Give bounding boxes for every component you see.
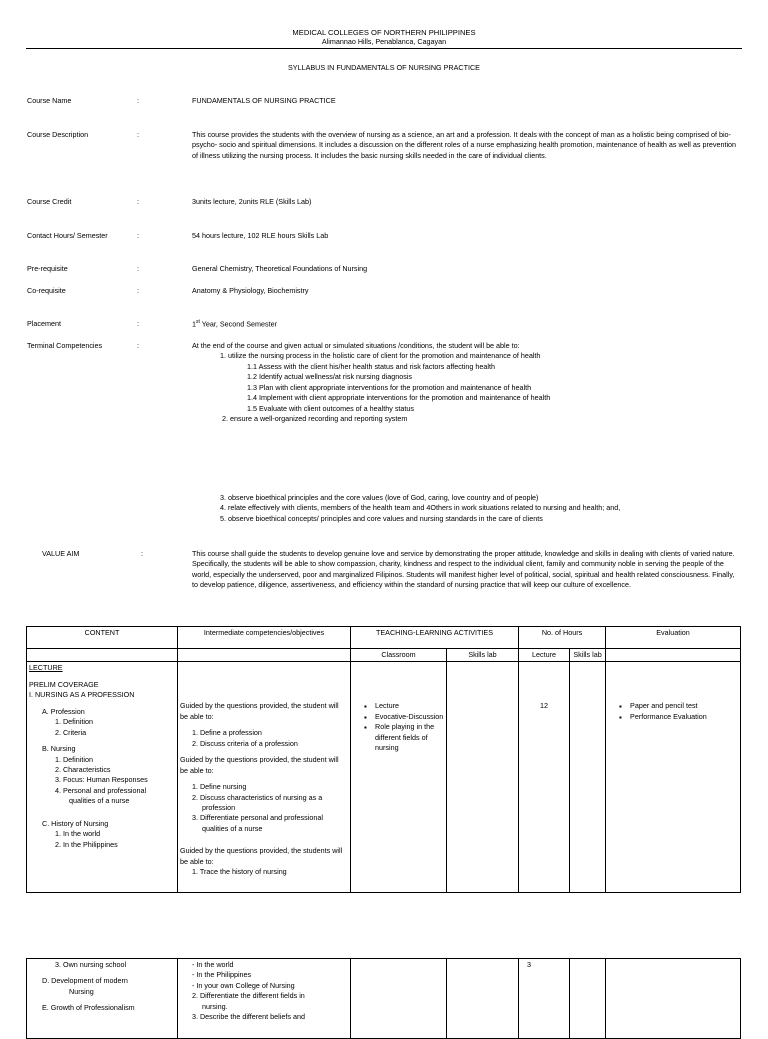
colon: : bbox=[137, 197, 139, 206]
course-description-label: Course Description bbox=[27, 130, 89, 139]
objective: 1. Trace the history of nursing bbox=[192, 867, 287, 877]
list-item: 1. Definition bbox=[55, 717, 93, 727]
list-item: 4. Personal and professional bbox=[55, 785, 147, 795]
colon: : bbox=[137, 130, 139, 139]
table-row bbox=[27, 662, 741, 893]
contact-hours-value: 54 hours lecture, 102 RLE hours Skills Lab bbox=[192, 231, 329, 240]
objective-cont: nursing. bbox=[202, 1001, 228, 1011]
list-item: ▪ Paper and pencil test bbox=[630, 701, 738, 711]
terminal-sub-4: 1.4 Implement with client appropriate interventions for the promotion and maintenance of health bbox=[247, 393, 551, 403]
course-credit-value: 3units lecture, 2units RLE (Skills Lab) bbox=[192, 197, 312, 206]
objective: 2. Discuss characteristics of nursing as a bbox=[192, 792, 323, 802]
terminal-sub-3: 1.3 Plan with client appropriate interventions for the promotion and maintenance of health bbox=[247, 382, 532, 392]
objective-cont: qualities of a nurse bbox=[202, 823, 263, 833]
terminal-items-continued bbox=[220, 493, 740, 524]
list-item: 1. In the world bbox=[55, 829, 101, 839]
placement-year: 1 bbox=[192, 319, 196, 329]
guided-text: Guided by the questions provided, the student will be able to: bbox=[180, 755, 339, 775]
objective: - In the Philippines bbox=[192, 970, 252, 980]
header-rule bbox=[26, 48, 742, 49]
lecture-hours: 12 bbox=[540, 701, 549, 711]
lecture-hours-cell bbox=[519, 662, 570, 893]
terminal-item-4: 4. relate effectively with clients, members of the health team and 4Others in work situations related to nursing and health; and, bbox=[220, 503, 621, 513]
content-cell bbox=[27, 662, 178, 893]
table-subheader-row bbox=[27, 649, 741, 662]
subheader-skills-lab-hours: Skills lab bbox=[570, 649, 606, 662]
terminal-sub-2: 1.2 Identify actual wellness/at risk nursing diagnosis bbox=[247, 372, 413, 382]
table-header-row bbox=[27, 627, 741, 649]
list-item: 1. Definition bbox=[55, 754, 93, 764]
header-evaluation: Evaluation bbox=[606, 627, 741, 649]
objective: 3. Differentiate personal and professional bbox=[192, 813, 323, 823]
colon: : bbox=[137, 286, 139, 295]
objective: 1. Define a profession bbox=[192, 728, 262, 738]
terminal-item-3: 3. observe bioethical principles and the core values (love of God, caring, love country and of people) bbox=[220, 493, 539, 502]
objective-cont: profession bbox=[202, 802, 236, 812]
subheader-classroom: Classroom bbox=[351, 649, 447, 662]
prelim-coverage: PRELIM COVERAGE bbox=[29, 679, 99, 689]
course-credit-label: Course Credit bbox=[27, 197, 72, 206]
syllabus-table-continued bbox=[26, 958, 741, 1039]
institution-address: Alimannao Hills, Penablanca, Cagayan bbox=[321, 37, 447, 46]
prerequisite-value: General Chemistry, Theoretical Foundations of Nursing bbox=[192, 264, 368, 273]
value-aim-label: VALUE AIM bbox=[42, 549, 80, 558]
topic-nursing-profession: I. NURSING AS A PROFESSION bbox=[29, 690, 135, 700]
lecture-hours-cell bbox=[519, 959, 570, 1039]
subheader-empty bbox=[178, 649, 351, 662]
terminal-item-1: 1. utilize the nursing process in the holistic care of client for the promotion and maintenance of health bbox=[220, 351, 541, 361]
syllabus-title: SYLLABUS IN FUNDAMENTALS OF NURSING PRACTICE bbox=[288, 63, 480, 72]
colon: : bbox=[137, 341, 139, 350]
classroom-activities bbox=[353, 701, 444, 753]
placement-label: Placement bbox=[27, 319, 61, 328]
subheader-lecture: Lecture bbox=[519, 649, 570, 662]
objective: - In the world bbox=[192, 960, 234, 969]
colon: : bbox=[137, 231, 139, 240]
list-item: 2. In the Philippines bbox=[55, 839, 118, 849]
list-item: ▪ Lecture bbox=[375, 701, 444, 711]
topic-a-profession: A. Profession bbox=[42, 706, 85, 716]
lecture-label: LECTURE bbox=[29, 663, 63, 673]
topic-c-history: C. History of Nursing bbox=[42, 818, 109, 828]
subheader-empty bbox=[27, 649, 178, 662]
skills-lab-cell bbox=[447, 662, 519, 893]
colon: : bbox=[137, 264, 139, 273]
subheader-skills-lab: Skills lab bbox=[447, 649, 519, 662]
competencies-cell bbox=[178, 959, 351, 1039]
guided-text: Guided by the questions provided, the students will be able to: bbox=[180, 846, 343, 866]
terminal-intro: At the end of the course and given actual or simulated situations /conditions, the student will be able to: bbox=[192, 341, 520, 350]
terminal-sub-5: 1.5 Evaluate with client outcomes of a healthy status bbox=[247, 403, 415, 413]
guided-text: Guided by the questions provided, the student will be able to: bbox=[180, 701, 339, 721]
list-item: 2. Characteristics bbox=[55, 764, 111, 774]
classroom-cell bbox=[351, 959, 447, 1039]
terminal-competencies bbox=[192, 341, 742, 425]
corequisite-label: Co-requisite bbox=[27, 286, 66, 295]
header-content: CONTENT bbox=[27, 627, 178, 649]
evaluation-cell bbox=[606, 662, 741, 893]
list-item: 2. Criteria bbox=[55, 727, 87, 737]
placement-rest: Year, Second Semester bbox=[199, 319, 278, 329]
terminal-item-2: 2. ensure a well-organized recording and reporting system bbox=[222, 414, 408, 424]
table-row bbox=[27, 959, 741, 1039]
course-description-value: This course provides the students with the overview of nursing as a science, an art and a profession. It deals with the concept of man as a holistic being comprised of bio- psycho- socio and spiritual dimensions. It includes a discussion on the different roles of a nurse emphasizing health promotion, maintenance of health as well as prevention of illness utilizing the nursing process. It includes the basic nursing skills needed in the care of individual clients. bbox=[192, 130, 737, 160]
topic-e-professionalism: E. Growth of Professionalism bbox=[42, 1003, 135, 1013]
list-item: ▪ Performance Evaluation bbox=[630, 712, 738, 722]
institution-name: MEDICAL COLLEGES OF NORTHERN PHILIPPINES bbox=[292, 28, 476, 37]
classroom-cell bbox=[351, 662, 447, 893]
colon: : bbox=[137, 96, 139, 105]
skills-lab-cell bbox=[447, 959, 519, 1039]
subheader-empty bbox=[606, 649, 741, 662]
prerequisite-label: Pre-requisite bbox=[27, 264, 68, 273]
evaluation-cell bbox=[606, 959, 741, 1039]
course-name-value: FUNDAMENTALS OF NURSING PRACTICE bbox=[192, 96, 336, 105]
terminal-item-5: 5. observe bioethical concepts/ principles and core values and nursing standards in the care of clients bbox=[220, 513, 543, 523]
list-item: ▪ Role playing in the different fields of nursing bbox=[375, 722, 444, 753]
list-item: 3. Focus: Human Responses bbox=[55, 775, 148, 785]
terminal-sub-1: 1.1 Assess with the client his/her health status and risk factors affecting health bbox=[247, 361, 495, 371]
header-activities: TEACHING-LEARNING ACTIVITIES bbox=[351, 627, 519, 649]
course-name-label: Course Name bbox=[27, 96, 72, 105]
list-item: 3. Own nursing school bbox=[55, 960, 127, 969]
value-aim-value: This course shall guide the students to develop genuine love and service by demonstrating the proper attitude, knowledge and skills in dealing with clients of varied nature. Specifically, the students will be able to show compassion, charity, kindness and respect to the individual client, family and community noble in serving the people of the world, especially the underserved, poor and marginalized Filipinos. Students will manifest higher level of political, social, spiritual and health related consciousness. Finally, to develop patience, diligence, assertiveness, and efficiency within the standard of nursing practice that will keep our culture of excellence. bbox=[192, 549, 735, 590]
objective: 3. Describe the different beliefs and bbox=[192, 1012, 305, 1022]
topic-d-development: D. Development of modern bbox=[42, 976, 128, 986]
list-item: ▪ Evocative-Discussion bbox=[375, 712, 444, 722]
objective: 1. Define nursing bbox=[192, 782, 247, 792]
evaluation-items bbox=[608, 701, 738, 722]
content-cell bbox=[27, 959, 178, 1039]
contact-hours-label: Contact Hours/ Semester bbox=[27, 231, 108, 240]
placement-sup: st bbox=[196, 319, 200, 325]
placement-value bbox=[192, 319, 742, 330]
header-hours: No. of Hours bbox=[519, 627, 606, 649]
lecture-hours: 3 bbox=[527, 960, 531, 969]
skills-lab-hours-cell bbox=[570, 959, 606, 1039]
colon: : bbox=[141, 549, 143, 558]
terminal-label: Terminal Competencies bbox=[27, 341, 103, 350]
topic-b-nursing: B. Nursing bbox=[42, 744, 76, 754]
topic-d-cont: Nursing bbox=[69, 986, 94, 996]
list-item-cont: qualities of a nurse bbox=[69, 796, 130, 806]
objective: 2. Discuss criteria of a profession bbox=[192, 738, 298, 748]
corequisite-value: Anatomy & Physiology, Biochemistry bbox=[192, 286, 309, 295]
objective: 2. Differentiate the different fields in bbox=[192, 991, 305, 1001]
header-competencies: Intermediate competencies/objectives bbox=[178, 627, 351, 649]
skills-lab-hours-cell bbox=[570, 662, 606, 893]
objective: - In your own College of Nursing bbox=[192, 980, 295, 990]
competencies-cell bbox=[178, 662, 351, 893]
colon: : bbox=[137, 319, 139, 328]
syllabus-table bbox=[26, 626, 741, 893]
